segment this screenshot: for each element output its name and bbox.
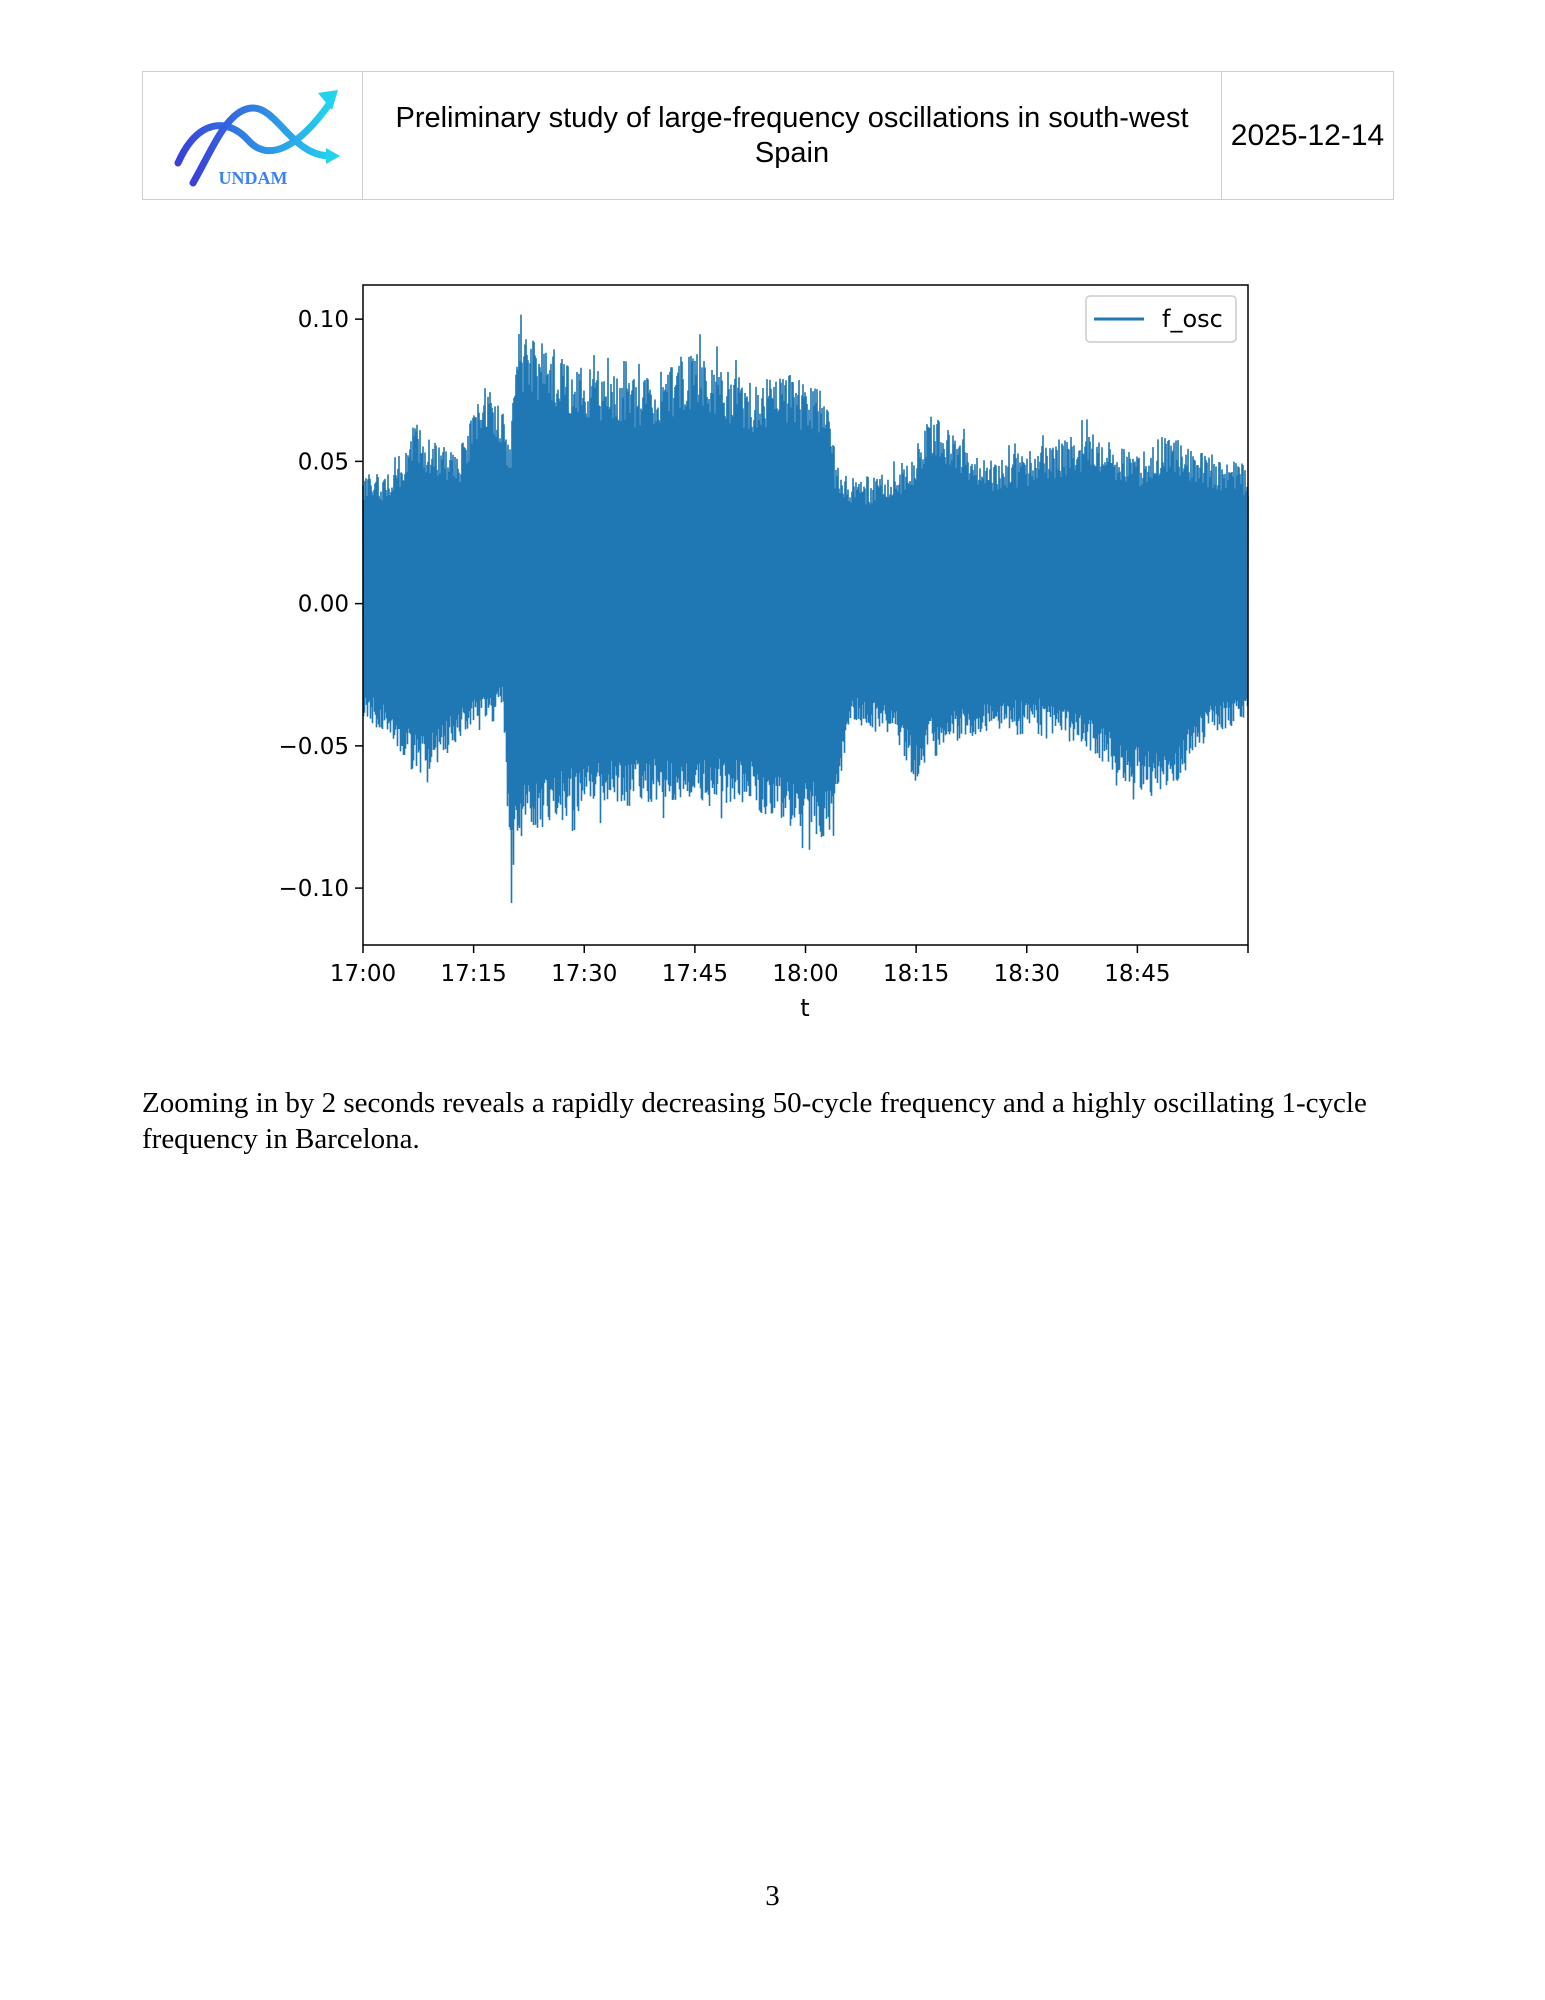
- logo: [143, 72, 363, 199]
- document-title: Preliminary study of large-frequency oscillations in south-west Spain: [363, 72, 1222, 199]
- x-tick-label: 17:00: [329, 961, 397, 987]
- chart-container: [250, 270, 1300, 1050]
- y-tick-label: −0.10: [278, 876, 349, 903]
- legend: [1086, 296, 1236, 342]
- x-tick-label: 17:30: [551, 961, 618, 987]
- y-tick-label: 0.10: [297, 307, 349, 334]
- legend-label-f-osc: f_osc: [1162, 305, 1223, 333]
- x-tick-label: 18:45: [1104, 961, 1171, 987]
- document-header: [142, 71, 1394, 200]
- y-tick-label: 0.05: [297, 449, 349, 476]
- x-axis: [330, 945, 1248, 987]
- undam-logo-icon: [158, 78, 348, 193]
- x-tick-label: 18:15: [882, 961, 950, 987]
- caption-paragraph: Zooming in by 2 seconds reveals a rapidly decreasing 50-cycle frequency and a highly oscillating 1-cycle frequency in Barcelona.: [142, 1087, 1367, 1155]
- x-tick-label: 17:15: [440, 961, 507, 987]
- series-line-f-osc: [363, 315, 1248, 904]
- x-tick-label: 18:30: [993, 961, 1060, 987]
- f-osc-chart: [250, 270, 1300, 1050]
- x-axis-label: t: [800, 994, 810, 1022]
- logo-text: UNDAM: [218, 168, 287, 188]
- x-tick-label: 18:00: [772, 961, 839, 987]
- plot-layer: [363, 315, 1248, 904]
- document-date: 2025-12-14: [1230, 118, 1385, 152]
- y-axis: [279, 307, 363, 902]
- y-tick-label: −0.05: [278, 733, 349, 760]
- y-tick-label: 0.00: [297, 591, 349, 618]
- x-tick-label: 17:45: [661, 961, 729, 987]
- page-number: 3: [765, 1880, 780, 1912]
